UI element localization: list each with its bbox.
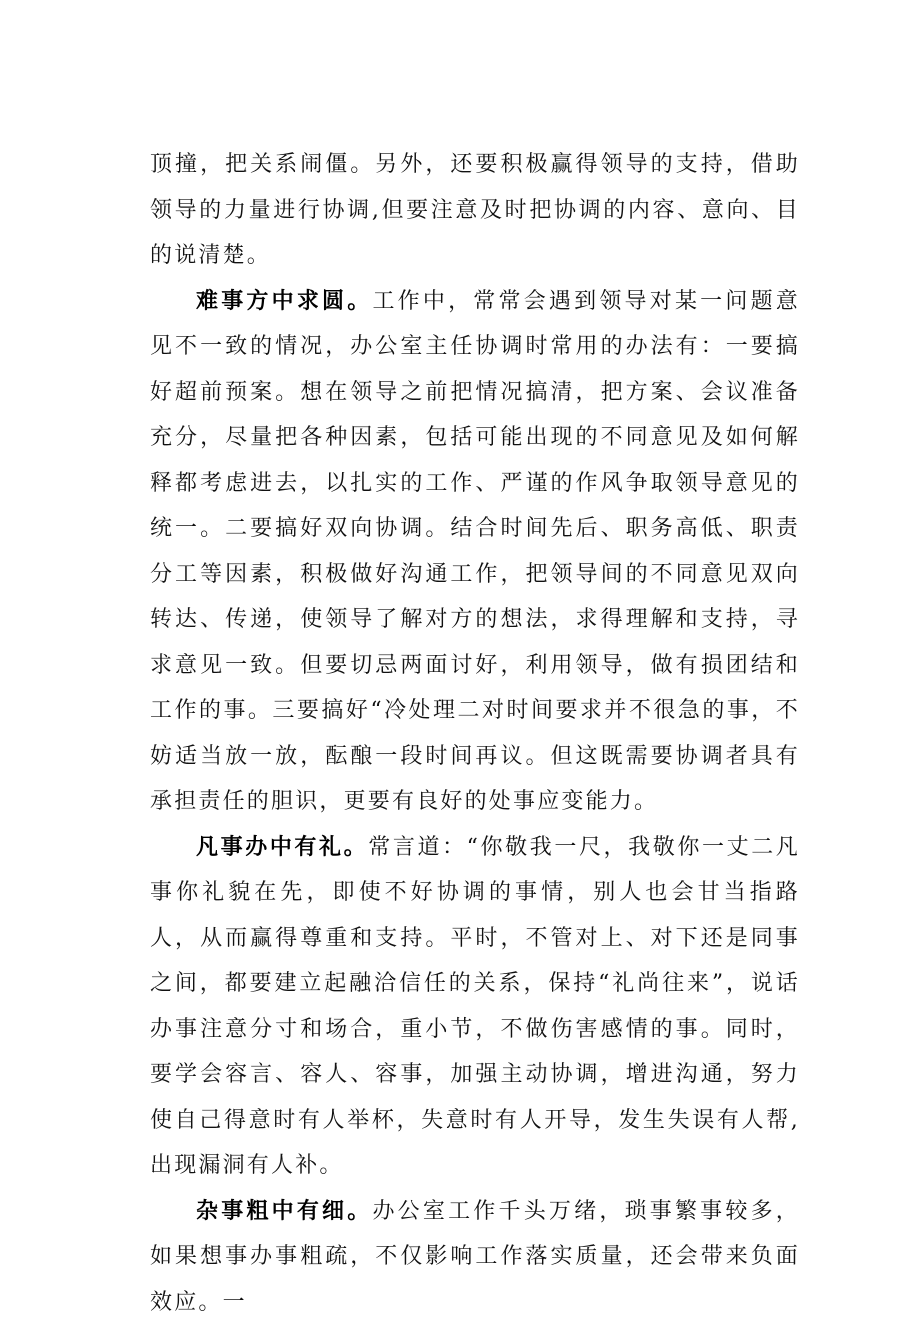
paragraph-body: 工作中，常常会遇到领导对某一问题意见不一致的情况，办公室主任协调时常用的办法有：一要搞好超前预案。想在领导之前把情况搞清，把方案、会议准备充分，尽量把各种因素，包括可能出现的不同意见及如何解释都考虑进去，以扎实的工作、严谨的作风争取领导意见的统一。二要搞好双向协调。结合时间先后、职务高低、职责分工等因素，积极做好沟通工作，把领导间的不同意见双向转达、传递，使领导了解对方的想法，求得理解和支持，寻求意见一致。但要切忌两面讨好，利用领导，做有损团结和工作的事。三要搞好“冷处理二对时间要求并不很急的事，不妨适当放一放，酝酿一段时间再议。但这既需要协调者具有承担责任的胆识，更要有良好的处事应变能力。 [150, 289, 800, 815]
paragraph-body: 办公室工作千头万绪，琐事繁事较多，如果想事办事粗疏，不仅影响工作落实质量，还会带来负面效应。一 [150, 1199, 800, 1315]
document-page [150, 142, 800, 1325]
paragraph-body: 常言道：“你敬我一尺，我敬你一丈二凡事你礼貌在先，即使不好协调的事情，别人也会甘当指路人，从而赢得尊重和支持。平时，不管对上、对下还是同事之间，都要建立起融洽信任的关系，保持“礼尚往来”，说话办事注意分寸和场合，重小节，不做伤害感情的事。同时，要学会容言、容人、容事，加强主动协调，增进沟通，努力使自己得意时有人举杯，失意时有人开导，发生失误有人帮,出现漏洞有人补。 [150, 835, 800, 1179]
paragraph-continuation [150, 142, 800, 279]
paragraph-courtesy [150, 825, 800, 1189]
paragraph-miscellaneous [150, 1189, 800, 1325]
paragraph-lead: 杂事粗中有细。 [196, 1198, 372, 1224]
paragraph-difficult-matters [150, 279, 800, 825]
paragraph-lead: 凡事办中有礼。 [196, 834, 368, 860]
paragraph-lead: 难事方中求圆。 [196, 288, 372, 314]
paragraph-body: 顶撞，把关系闹僵。另外，还要积极赢得领导的支持，借助领导的力量进行协调,但要注意及时把协调的内容、意向、目的说清楚。 [150, 152, 800, 268]
